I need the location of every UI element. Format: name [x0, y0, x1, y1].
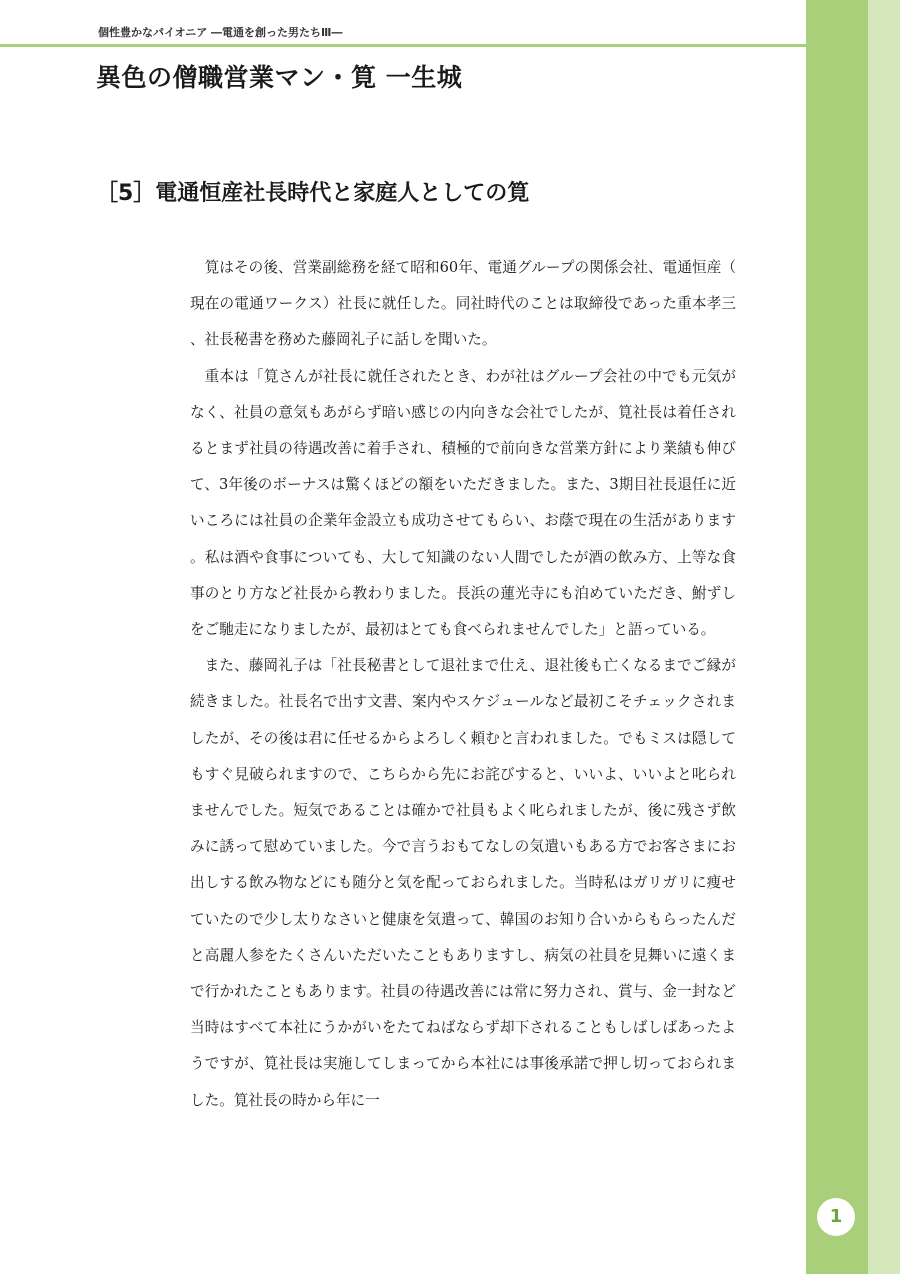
body-text — [190, 250, 736, 1119]
page-number: 1 — [817, 1198, 855, 1236]
section-heading: ［5］電通恒産社長時代と家庭人としての筧 — [96, 181, 530, 206]
paragraph: また、藤岡礼子は「社長秘書として退社まで仕え、退社後も亡くなるまでご縁が続きました。社長名で出す文書、案内やスケジュールなど最初こそチェックされましたが、その後は君に任せるからよろしく頼むと言われました。でもミスは隠してもすぐ見破られますので、こちらから先にお詫びすると、いいよ、いいよと叱られませんでした。短気であることは確かで社員もよく叱られましたが、後に残さず飲みに誘って慰めていました。今で言うおもてなしの気遣いもある方でお客さまにお出しする飲み物などにも随分と気を配っておられました。当時私はガリガリに痩せていたので少し太りなさいと健康を気遣って、韓国のお知り合いからもらったんだと高麗人参をたくさんいただいたこともありますし、病気の社員を見舞いに遠くまで行かれたこともあります。社員の待遇改善には常に努力され、賞与、金一封など当時はすべて本社にうかがいをたてねばならず却下されることもしばしばあったようですが、筧社長は実施してしまってから本社には事後承諾で押し切っておられました。筧社長の時から年に一 — [190, 657, 736, 1109]
side-band-dark — [806, 0, 868, 1274]
header-rule — [0, 44, 806, 47]
running-header: 個性豊かなパイオニア ―電通を創った男たちⅢ― — [98, 26, 343, 39]
page-title: 異色の僧職営業マン・筧 一生城 — [96, 63, 463, 92]
paragraph: 重本は「筧さんが社長に就任されたとき、わが社はグループ会社の中でも元気がなく、社員の意気もあがらず暗い感じの内向きな会社でしたが、筧社長は着任されるとまず社員の待遇改善に着手され、積極的で前向きな営業方針により業績も伸びて、3年後のボーナスは驚くほどの額をいただきました。また、3期目社長退任に近いころには社員の企業年金設立も成功させてもらい、お蔭で現在の生活があります。私は酒や食事についても、大して知識のない人間でしたが酒の飲み方、上等な食事のとり方など社長から教わりました。長浜の蓮光寺にも泊めていただき、鮒ずしをご馳走になりましたが、最初はとても食べられませんでした」と語っている。 — [190, 367, 736, 639]
side-band-light — [868, 0, 900, 1274]
paragraph: 筧はその後、営業副総務を経て昭和60年、電通グループの関係会社、電通恒産（現在の電通ワークス）社長に就任した。同社時代のことは取締役であった重本孝三、社長秘書を務めた藤岡礼子に話しを聞いた。 — [190, 259, 736, 349]
